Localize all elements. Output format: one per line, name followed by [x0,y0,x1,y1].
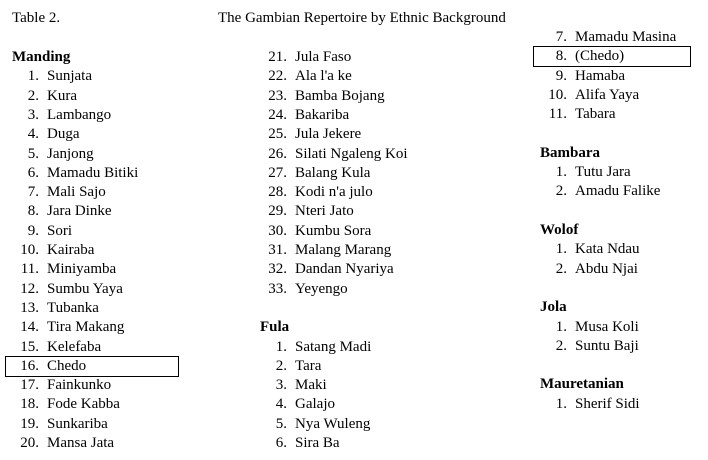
list-item [10,280,123,299]
list-item [538,163,631,182]
item-number: 31. [268,242,287,258]
item-number: 2. [555,183,567,200]
item-number: 4. [275,396,287,413]
list-item [258,260,394,279]
item-number: 14. [20,319,39,336]
item-name: Mali Sajo [47,184,106,201]
item-number: 33. [268,280,287,297]
item-number: 9. [555,67,567,84]
item-name: Kelefaba [47,338,102,355]
item-number: 19. [20,415,39,432]
item-number: 4. [27,126,39,143]
item-name: Musa Koli [575,318,639,335]
list-item [10,183,106,202]
item-number: 3. [275,377,287,394]
list-item [10,395,120,414]
item-name: Jara Dinke [47,203,112,220]
item-name: Alifa Yaya [575,86,640,103]
item-number: 3. [27,106,39,123]
list-item [258,164,370,183]
list-item [538,240,640,259]
group-heading-jola: Jola [540,299,567,316]
item-name: Janjong [47,145,94,162]
list-item [10,67,92,86]
item-number: 1. [555,164,567,181]
item-number: 23. [268,87,287,104]
list-item [258,357,321,376]
list-item [538,67,625,86]
item-number: 30. [268,222,287,239]
item-name: Tutu Jara [575,164,631,181]
list-item [258,338,371,357]
item-name: Amadu Falike [575,183,661,200]
item-number: 24. [268,106,287,123]
item-name: Sunkariba [47,415,108,432]
list-item [258,280,348,299]
item-name: Fode Kabba [47,396,120,413]
item-number: 16. [20,357,39,374]
group-heading-wolof: Wolof [540,222,579,238]
list-item [538,28,676,47]
group-heading-manding: Manding [12,49,71,65]
item-number: 2. [555,337,567,354]
group-heading-mauretanian: Mauretanian [540,376,624,393]
list-item [10,338,101,357]
item-name: Maki [295,377,327,394]
item-name: Miniyamba [47,261,117,278]
list-item [258,222,371,241]
item-name: Dandan Nyariya [295,261,394,278]
item-number: 1. [275,338,287,355]
item-number: 6. [275,435,287,451]
item-number: 21. [268,49,287,65]
item-name: Satang Madi [295,338,372,355]
table-label: Table 2. [12,10,61,26]
item-name: Kura [47,87,77,104]
item-name: Abdu Njai [575,260,638,277]
item-name: Chedo [47,357,87,374]
item-name: Galajo [295,396,335,413]
list-item-boxed [6,357,178,376]
item-name: Sherif Sidi [575,395,640,412]
list-item [10,241,94,260]
item-name: Sira Ba [295,435,340,451]
list-item [10,106,111,125]
list-item-boxed [534,47,690,66]
item-name: Tira Makang [47,319,125,336]
item-name: Sunjata [47,68,92,85]
item-name: Nya Wuleng [295,415,371,432]
item-name: Nteri Jato [295,203,354,220]
item-number: 25. [268,126,287,143]
item-number: 2. [275,357,287,374]
list-item [258,202,354,221]
item-number: 29. [268,203,287,220]
item-number: 10. [548,86,567,103]
item-number: 15. [20,338,39,355]
item-number: 26. [268,145,287,162]
list-item [258,67,352,86]
item-name: Yeyengo [295,280,348,297]
list-item [10,376,111,395]
item-number: 32. [268,261,287,278]
list-item [258,183,373,202]
item-number: 2. [555,260,567,277]
item-name: Bakariba [295,106,350,123]
list-item [538,318,639,337]
item-number: 17. [20,377,39,394]
list-item [258,434,340,453]
table-title: The Gambian Repertoire by Ethnic Background [218,10,506,26]
item-number: 5. [27,145,39,162]
item-name: Lambango [47,106,112,123]
item-name: Sori [47,222,73,239]
item-name: Sumbu Yaya [47,280,123,297]
group-heading-fula: Fula [260,319,290,336]
list-item [258,376,327,395]
list-item [258,106,349,125]
item-name: Kodi n'a julo [295,184,373,201]
item-name: Duga [47,126,80,143]
list-item [10,318,124,337]
item-number: 9. [27,222,39,239]
item-name: Balang Kula [295,164,371,181]
item-name: Jula Faso [295,49,352,65]
list-item [538,86,639,105]
list-item [258,125,361,144]
list-item [10,164,138,183]
item-number: 1. [555,241,567,258]
list-item [258,395,335,414]
item-number: 7. [555,29,567,45]
item-name: Fainkunko [47,377,112,394]
list-item [258,241,391,260]
item-number: 20. [20,435,39,451]
item-name: Tabara [575,106,616,123]
item-name: Jula Jekere [295,126,362,143]
item-name: Silati Ngaleng Koi [295,145,408,162]
list-item [538,260,638,279]
item-name: Kumbu Sora [295,222,372,239]
list-item [538,182,660,201]
item-number: 5. [275,415,287,432]
item-name: Mamadu Masina [575,29,677,45]
list-item [10,299,99,318]
list-item [10,260,116,279]
item-name: Tubanka [47,299,99,316]
list-item [10,415,108,434]
item-number: 12. [20,280,39,297]
item-number: 28. [268,184,287,201]
item-name: Kata Ndau [575,241,640,258]
item-name: Tara [295,357,322,374]
list-item [258,87,385,106]
item-name: Mamadu Bitiki [47,164,139,181]
list-item [10,87,77,106]
item-name: Hamaba [575,67,625,84]
item-name: Suntu Baji [575,337,639,354]
item-number: 27. [268,164,287,181]
item-number: 22. [268,68,287,85]
item-name: (Chedo) [575,48,625,65]
item-number: 11. [548,106,567,123]
item-number: 8. [555,48,567,65]
list-item [10,202,112,221]
item-number: 6. [27,164,39,181]
item-number: 1. [555,318,567,335]
item-number: 1. [27,68,39,85]
item-number: 13. [20,299,39,316]
item-number: 11. [20,261,39,278]
list-item [258,145,408,164]
item-number: 18. [20,396,39,413]
list-item [258,48,351,67]
item-number: 1. [555,395,567,412]
list-item [10,434,114,453]
list-item [10,145,94,164]
item-name: Kairaba [47,242,95,258]
item-number: 2. [27,87,39,104]
item-name: Malang Marang [295,242,392,258]
item-name: Bamba Bojang [295,87,385,104]
list-item [258,415,370,434]
item-name: Mansa Jata [47,435,115,451]
item-number: 7. [27,184,39,201]
list-item [538,395,640,414]
list-item [538,337,639,356]
item-number: 10. [20,242,39,258]
list-item [10,222,72,241]
group-heading-bambara: Bambara [540,144,600,161]
item-number: 8. [27,203,39,220]
list-item [10,125,80,144]
list-item [538,105,616,124]
item-name: Ala l'a ke [295,68,352,85]
